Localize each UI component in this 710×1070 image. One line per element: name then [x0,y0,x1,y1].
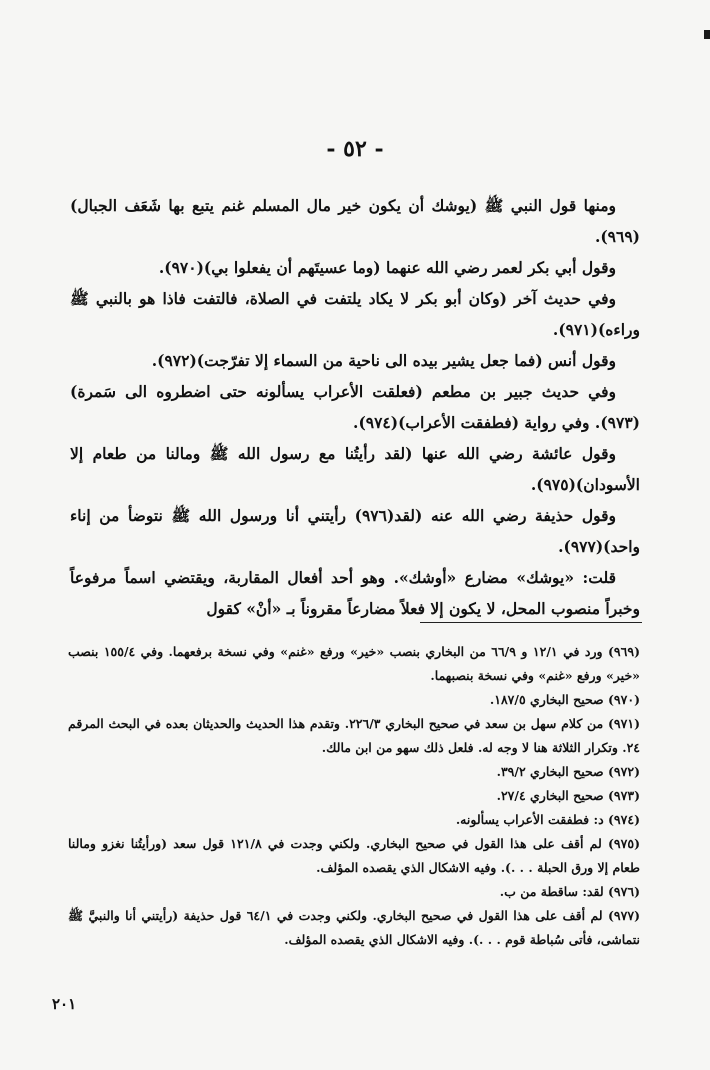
footnote: (٩٧٦) لقد: ساقطة من ب. [499,884,640,899]
footnote: (٩٧٣) صحيح البخاري ٢٧/٤. [496,788,640,803]
paragraph: قلت: «يوشك» مضارع «أوشك». وهو أحد أفعال المقاربة، ويقتضي اسماً مرفوعاً وخبراً منصوب المحل، لا يكون إلا فعلاً مضارعاً مقروناً بـ «أنْ» كقول [70,568,640,618]
footnote: (٩٧٤) د: فطفقت الأعراب يسألونه. [455,812,640,827]
footnote: (٩٧٥) لم أقف على هذا القول في صحيح البخاري. ولكني وجدت في ١٢١/٨ قول سعد (ورأيتُنا نغزو ومالنا طعام إلا ورق الحبلة . . .). وفيه الاشكال الذي يقصده المؤلف. [68,836,640,875]
paragraph: وفي حديث جبير بن مطعم (فعلقت الأعراب يسألونه حتى اضطروه الى سَمرة)(٩٧٣). وفي رواية (فطفقت الأعراب)(٩٧٤). [70,382,640,432]
paragraph: وفي حديث آخر (وكان أبو بكر لا يكاد يلتفت في الصلاة، فالتفت فاذا هو بالنبي ﷺ وراءه)(٩٧١). [70,289,640,339]
footnote: (٩٧٢) صحيح البخاري ٣٩/٢. [496,764,640,779]
paragraph: وقول حذيفة رضي الله عنه (لقد(٩٧٦) رأيتني أنا ورسول الله ﷺ نتوضأ من إناء واحد)(٩٧٧). [70,506,640,556]
main-text [70,190,640,624]
paragraph: وقول عائشة رضي الله عنها (لقد رأيتُنا مع رسول الله ﷺ ومالنا من طعام إلا الأسودان)(٩٧٥). [70,444,640,494]
paragraph: وقول أنس (فما جعل يشير بيده الى ناحية من السماء إلا تفرّجت)(٩٧٢). [151,351,616,370]
scan-edge-mark [704,30,710,39]
footnotes [68,640,640,952]
footnote: (٩٦٩) ورد في ١٢/١ و ٦٦/٩ من البخاري بنصب «خير» ورفع «غنم» وفي نسخة برفعهما. وفي ١٥٥/٤ بنصب «خير» ورفع «غنم» وفي نسخة بنصبهما. [68,644,640,683]
paragraph: ومنها قول النبي ﷺ (يوشك أن يكون خير مال المسلم غنم يتبع بها شَعَف الجبال)(٩٦٩). [70,196,640,246]
footnote: (٩٧١) من كلام سهل بن سعد في صحيح البخاري ٢٢٦/٣. وتقدم هذا الحديث والحديثان بعده في البحث المرقم ٢٤. وتكرار الثلاثة هنا لا وجه له. فلعل ذلك سهو من ابن مالك. [68,716,640,755]
paragraph: وقول أبي بكر لعمر رضي الله عنهما (وما عسيتَهم أن يفعلوا بي)(٩٧٠). [158,258,616,277]
footnote: (٩٧٧) لم أقف على هذا القول في صحيح البخاري. ولكني وجدت في ٦٤/١ قول حذيفة (رأيتني أنا والنبيَّ ﷺ نتماشى، فأتى سُباطة قوم . . .). وفيه الاشكال الذي يقصده المؤلف. [68,908,640,947]
footnote: (٩٧٠) صحيح البخاري ١٨٧/٥. [489,692,640,707]
folio-number: ٢٠١ [52,995,77,1013]
footnote-divider [420,622,642,623]
page-number: - ٥٢ - [326,136,384,162]
